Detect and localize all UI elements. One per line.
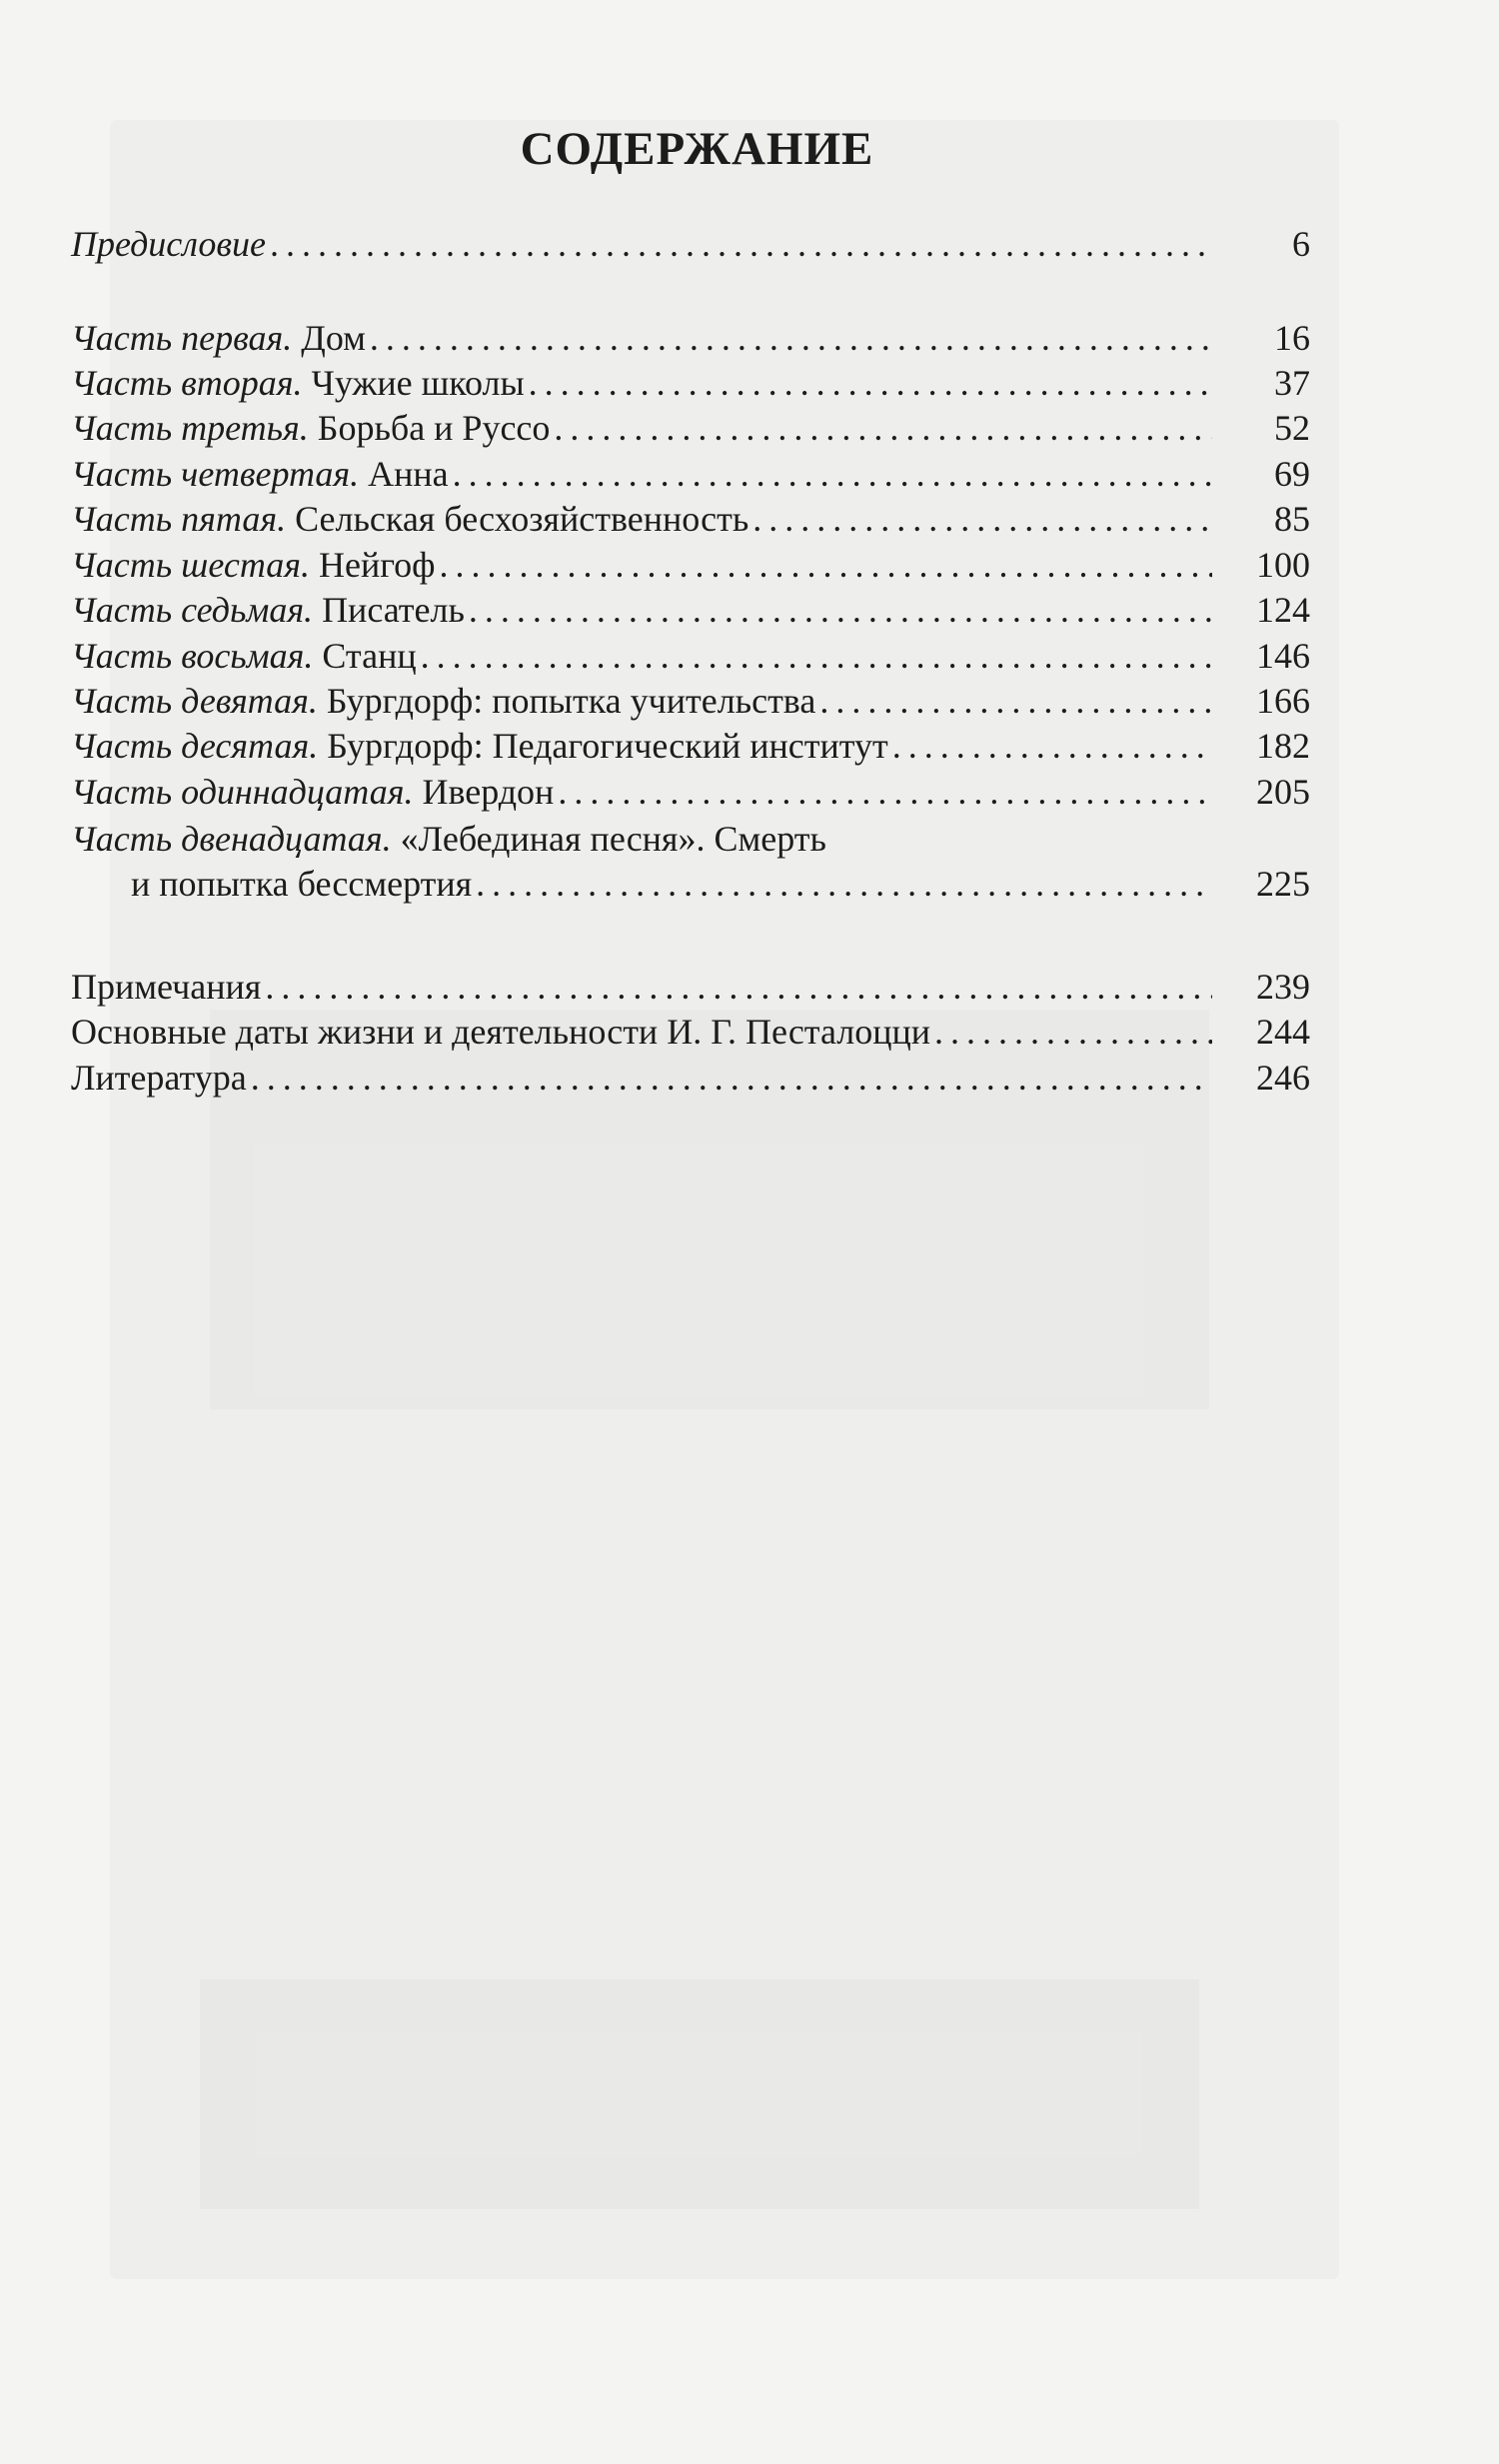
toc-entry-title: Ивердон: [422, 772, 555, 812]
toc-entry-part[interactable]: [71, 770, 1310, 814]
toc-entry-page: 85: [1274, 499, 1310, 539]
toc-entry-part-label: Часть вторая.: [71, 363, 303, 403]
dot-leader: [270, 222, 1212, 266]
toc-entry-part-label: Часть одиннадцатая.: [71, 772, 414, 812]
toc-entry-preface[interactable]: [71, 222, 1310, 266]
dot-leader: [251, 1056, 1212, 1100]
dot-leader: [558, 770, 1212, 814]
dot-leader: [934, 1010, 1212, 1054]
toc-entry-part[interactable]: [71, 361, 1310, 405]
toc-entry-title: Бургдорф: попытка учительства: [326, 681, 816, 721]
toc-entry-page: 6: [1292, 224, 1310, 264]
toc-entry-page: 100: [1256, 545, 1310, 585]
toc-entry-page: 37: [1274, 363, 1310, 403]
dot-leader: [892, 724, 1212, 768]
dot-leader: [421, 634, 1212, 678]
toc-entry-title: Примечания: [71, 967, 262, 1007]
toc-entry-dates[interactable]: [71, 1010, 1310, 1054]
dot-leader: [370, 316, 1212, 360]
toc-entry-part-label: Часть пятая.: [71, 499, 287, 539]
toc-entry-page: 146: [1256, 636, 1310, 676]
toc-entry-page: 225: [1256, 864, 1310, 904]
dot-leader: [439, 543, 1212, 587]
toc-entry-title: Борьба и Руссо: [317, 408, 551, 448]
toc-entry-page: 124: [1256, 590, 1310, 630]
toc-entry-page: 182: [1256, 726, 1310, 766]
toc-entry-title: Литература: [71, 1058, 247, 1098]
toc-entry-title: Бургдорф: Педагогический институт: [327, 726, 888, 766]
dot-leader: [469, 588, 1212, 632]
toc-entry-title: Дом: [301, 318, 366, 358]
toc-entry-part[interactable]: [71, 406, 1310, 450]
dot-leader: [453, 452, 1212, 496]
toc-entry-literature[interactable]: [71, 1056, 1310, 1100]
toc-entry-part-label: Часть седьмая.: [71, 590, 314, 630]
toc-entry-part-label: Часть первая.: [71, 318, 293, 358]
toc-entry-part[interactable]: [71, 497, 1310, 541]
toc-entry-part[interactable]: [71, 316, 1310, 360]
toc-entry-page: 244: [1256, 1012, 1310, 1052]
toc-entry-part-second-line[interactable]: [71, 862, 1310, 906]
toc-entry-part[interactable]: [71, 679, 1310, 723]
toc-entry-part[interactable]: [71, 543, 1310, 587]
toc-entry-part-label: Часть двенадцатая.: [71, 819, 392, 859]
toc-entry-part[interactable]: [71, 634, 1310, 678]
dot-leader: [554, 406, 1212, 450]
toc-entry-part-first-line[interactable]: [71, 817, 826, 861]
dot-leader: [265, 965, 1212, 1009]
page-title: СОДЕРЖАНИЕ: [520, 123, 874, 175]
toc-entry-title: Нейгоф: [319, 545, 436, 585]
toc-entry-part-label: Часть четвертая.: [71, 454, 360, 494]
toc-entry-page: 166: [1256, 681, 1310, 721]
toc-entry-page: 205: [1256, 772, 1310, 812]
toc-entry-title: «Лебединая песня». Смерть: [400, 819, 826, 859]
toc-entry-part-label: Часть шестая.: [71, 545, 310, 585]
toc-entry-part[interactable]: [71, 452, 1310, 496]
toc-entry-notes[interactable]: [71, 965, 1310, 1009]
toc-entry-title: Анна: [368, 454, 449, 494]
dot-leader: [529, 361, 1212, 405]
show-through-block: [200, 1979, 1199, 2209]
dot-leader: [819, 679, 1212, 723]
dot-leader: [752, 497, 1212, 541]
toc-entry-title: Предисловие: [71, 224, 267, 264]
toc-entry-title: Станц: [322, 636, 417, 676]
toc-entry-title: Чужие школы: [311, 363, 525, 403]
toc-entry-part[interactable]: [71, 724, 1310, 768]
dot-leader: [476, 862, 1212, 906]
toc-entry-part-label: Часть десятая.: [71, 726, 319, 766]
toc-entry-page: 52: [1274, 408, 1310, 448]
toc-entry-title: и попытка бессмертия: [131, 864, 473, 904]
toc-entry-title: Основные даты жизни и деятельности И. Г. Песталоцци: [71, 1012, 931, 1052]
toc-entry-page: 246: [1256, 1058, 1310, 1098]
toc-entry-title: Сельская бесхозяйственность: [295, 499, 750, 539]
toc-entry-part-label: Часть девятая.: [71, 681, 318, 721]
toc-entry-part-label: Часть восьмая.: [71, 636, 314, 676]
toc-entry-part[interactable]: [71, 588, 1310, 632]
toc-entry-title: Писатель: [322, 590, 465, 630]
toc-entry-page: 239: [1256, 967, 1310, 1007]
toc-entry-page: 69: [1274, 454, 1310, 494]
toc-entry-part-label: Часть третья.: [71, 408, 309, 448]
toc-entry-page: 16: [1274, 318, 1310, 358]
